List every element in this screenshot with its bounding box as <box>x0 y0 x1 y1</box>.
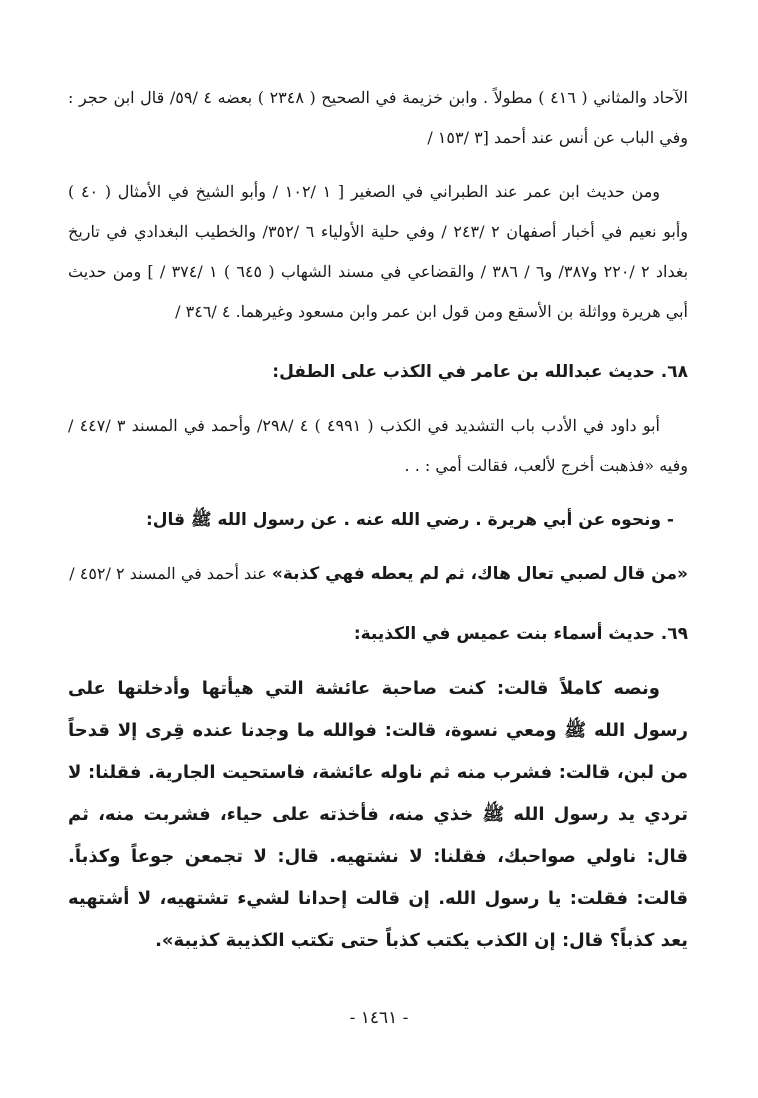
quote-paragraph <box>68 554 688 594</box>
footnote-paragraph-2: ومن حديث ابن عمر عند الطبراني في الصغير [ ١ /١٠٢ / وأبو الشيخ في الأمثال ( ٤٠ ) وأبو نعيم في أخبار أصفهان ٢ /٢٤٣ / وفي حلية الأولياء ٦ /٣٥٢/ والخطيب البغدادي في تاريخ بغداد ٢ /٢٢٠ و٣٨٧/ و٦ / ٣٨٦ / والقضاعي في مسند الشهاب ( ٦٤٥ ) ١ /٣٧٤ / ] ومن حديث أبي هريرة وواثلة بن الأسقع ومن قول ابن عمر وابن مسعود وغيرهما. ٤ /٣٤٦ / <box>68 182 689 321</box>
spacer <box>68 392 688 406</box>
spacer <box>68 486 688 500</box>
section-heading-68: ٦٨. حديث عبدالله بن عامر في الكذب على الطفل: <box>272 362 688 382</box>
main-hadith-text: ونصه كاملاً قالت: كنت صاحبة عائشة التي هيأتها وأدخلتها على رسول الله ﷺ ومعي نسوة، قالت: فوالله ما وجدنا عنده قِرى إلا قدحاً من لبن، قالت: فشرب منه ثم ناوله عائشة، فاستحيت الجارية. فقلنا: لا تردي يد رسول الله ﷺ خذي منه، فأخذته على حياء، فشربت منه، ثم قال: ناولي صواحبك، فقلنا: لا نشتهيه. قال: لا تجمعن جوعاً وكذباً. قالت: فقلت: يا رسول الله. إن قالت إحدانا لشيء تشتهيه، لا أشتهيه يعد كذباً؟ قال: إن الكذب يكتب كذباً حتى تكتب الكذيبة كذيبة». <box>68 678 688 951</box>
spacer <box>68 158 688 172</box>
quote-reference: عند أحمد في المسند ٢ /٤٥٢ / <box>69 564 272 583</box>
page-number: - ١٤٦١ - <box>349 1008 409 1028</box>
spacer <box>68 332 688 352</box>
page-body <box>68 78 688 962</box>
footnote-paragraph-3: أبو داود في الأدب باب التشديد في الكذب ( ٤٩٩١ ) ٤ /٢٩٨/ وأحمد في المسند ٣ /٤٤٧ / وفيه «فذهبت أخرج لألعب، فقالت أمي : . . <box>68 416 688 475</box>
hadith-quote: «من قال لصبي تعال هاك، ثم لم يعطه فهي كذبة» <box>271 564 688 584</box>
spacer <box>68 594 688 614</box>
spacer <box>68 654 688 668</box>
spacer <box>68 540 688 554</box>
footnote-paragraph-1: الآحاد والمثاني ( ٤١٦ ) مطولاً . وابن خزيمة في الصحيح ( ٢٣٤٨ ) بعضه ٤ /٥٩/ قال ابن حجر : وفي الباب عن أنس عند أحمد [٣ /١٥٣ / <box>68 88 689 147</box>
section-heading-69: ٦٩. حديث أسماء بنت عميس في الكذيبة: <box>353 624 688 644</box>
sub-heading: - ونحوه عن أبي هريرة . رضي الله عنه . عن رسول الله ﷺ قال: <box>145 510 674 530</box>
